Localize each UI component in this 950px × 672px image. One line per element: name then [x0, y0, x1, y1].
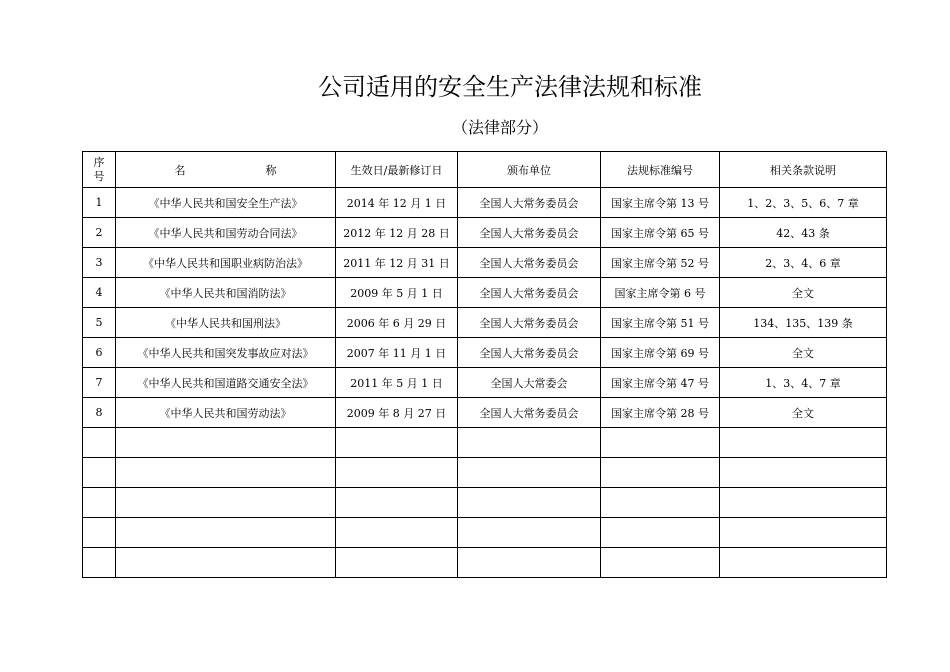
cell-clauses: 2、3、4、6 章	[720, 248, 887, 278]
empty-cell	[601, 488, 720, 518]
cell-code: 国家主席令第 13 号	[601, 188, 720, 218]
cell-issuer: 全国人大常务委员会	[458, 338, 601, 368]
header-regulation-no: 法规标准编号	[601, 152, 720, 188]
empty-cell	[720, 458, 887, 488]
cell-seq: 5	[83, 308, 116, 338]
empty-cell	[336, 548, 458, 578]
empty-cell	[83, 428, 116, 458]
header-name-part2: 称	[265, 163, 277, 177]
cell-code: 国家主席令第 52 号	[601, 248, 720, 278]
cell-date: 2007 年 11 月 1 日	[336, 338, 458, 368]
cell-name: 《中华人民共和国职业病防治法》	[116, 248, 336, 278]
cell-name: 《中华人民共和国劳动合同法》	[116, 218, 336, 248]
table-row	[83, 278, 887, 308]
cell-issuer: 全国人大常委会	[458, 368, 601, 398]
cell-clauses: 全文	[720, 278, 887, 308]
header-seq-line1: 序	[93, 155, 105, 169]
empty-cell	[458, 518, 601, 548]
empty-cell	[83, 458, 116, 488]
empty-cell	[458, 428, 601, 458]
cell-clauses: 42、43 条	[720, 218, 887, 248]
cell-date: 2014 年 12 月 1 日	[336, 188, 458, 218]
table-row	[83, 248, 887, 278]
cell-code: 国家主席令第 65 号	[601, 218, 720, 248]
empty-cell	[720, 518, 887, 548]
empty-cell	[601, 548, 720, 578]
cell-issuer: 全国人大常务委员会	[458, 398, 601, 428]
cell-seq: 4	[83, 278, 116, 308]
cell-issuer: 全国人大常务委员会	[458, 308, 601, 338]
empty-cell	[336, 428, 458, 458]
cell-name: 《中华人民共和国消防法》	[116, 278, 336, 308]
header-issuer: 颁布单位	[458, 152, 601, 188]
table-row	[83, 218, 887, 248]
cell-clauses: 1、2、3、5、6、7 章	[720, 188, 887, 218]
header-clauses: 相关条款说明	[720, 152, 887, 188]
table-header-row	[83, 152, 887, 188]
empty-cell	[601, 428, 720, 458]
empty-table-row	[83, 458, 887, 488]
cell-code: 国家主席令第 47 号	[601, 368, 720, 398]
empty-cell	[720, 548, 887, 578]
empty-table-row	[83, 548, 887, 578]
cell-name: 《中华人民共和国安全生产法》	[116, 188, 336, 218]
empty-cell	[720, 488, 887, 518]
document-title: 公司适用的安全生产法律法规和标准	[318, 73, 702, 101]
cell-seq: 6	[83, 338, 116, 368]
table-row	[83, 188, 887, 218]
empty-cell	[116, 548, 336, 578]
empty-cell	[116, 518, 336, 548]
cell-code: 国家主席令第 51 号	[601, 308, 720, 338]
empty-cell	[720, 428, 887, 458]
header-seq-line2: 号	[93, 169, 105, 183]
empty-cell	[458, 548, 601, 578]
cell-date: 2006 年 6 月 29 日	[336, 308, 458, 338]
empty-cell	[336, 458, 458, 488]
empty-table-row	[83, 518, 887, 548]
table-row	[83, 368, 887, 398]
empty-cell	[336, 518, 458, 548]
empty-cell	[116, 458, 336, 488]
empty-cell	[83, 548, 116, 578]
cell-clauses: 134、135、139 条	[720, 308, 887, 338]
header-seq	[83, 152, 116, 188]
empty-cell	[601, 518, 720, 548]
empty-cell	[83, 488, 116, 518]
cell-code: 国家主席令第 28 号	[601, 398, 720, 428]
table-row	[83, 308, 887, 338]
cell-name: 《中华人民共和国劳动法》	[116, 398, 336, 428]
cell-seq: 8	[83, 398, 116, 428]
header-name	[116, 152, 336, 188]
cell-seq: 3	[83, 248, 116, 278]
cell-issuer: 全国人大常务委员会	[458, 278, 601, 308]
cell-name: 《中华人民共和国刑法》	[116, 308, 336, 338]
empty-cell	[458, 488, 601, 518]
document-subtitle: （法律部分）	[451, 118, 548, 137]
cell-code: 国家主席令第 69 号	[601, 338, 720, 368]
laws-table	[82, 151, 887, 578]
cell-issuer: 全国人大常务委员会	[458, 248, 601, 278]
cell-clauses: 全文	[720, 338, 887, 368]
empty-cell	[336, 488, 458, 518]
cell-date: 2012 年 12 月 28 日	[336, 218, 458, 248]
cell-clauses: 全文	[720, 398, 887, 428]
empty-cell	[458, 458, 601, 488]
header-effective-date: 生效日/最新修订日	[336, 152, 458, 188]
cell-issuer: 全国人大常务委员会	[458, 218, 601, 248]
cell-code: 国家主席令第 6 号	[601, 278, 720, 308]
cell-date: 2011 年 5 月 1 日	[336, 368, 458, 398]
cell-seq: 7	[83, 368, 116, 398]
cell-seq: 1	[83, 188, 116, 218]
empty-cell	[116, 428, 336, 458]
empty-cell	[116, 488, 336, 518]
cell-name: 《中华人民共和国突发事故应对法》	[116, 338, 336, 368]
cell-issuer: 全国人大常务委员会	[458, 188, 601, 218]
header-name-part1: 名	[174, 163, 186, 177]
cell-date: 2011 年 12 月 31 日	[336, 248, 458, 278]
cell-clauses: 1、3、4、7 章	[720, 368, 887, 398]
empty-table-row	[83, 488, 887, 518]
cell-date: 2009 年 5 月 1 日	[336, 278, 458, 308]
table-row	[83, 398, 887, 428]
table-row	[83, 338, 887, 368]
empty-cell	[601, 458, 720, 488]
empty-table-row	[83, 428, 887, 458]
cell-date: 2009 年 8 月 27 日	[336, 398, 458, 428]
empty-cell	[83, 518, 116, 548]
cell-seq: 2	[83, 218, 116, 248]
cell-name: 《中华人民共和国道路交通安全法》	[116, 368, 336, 398]
